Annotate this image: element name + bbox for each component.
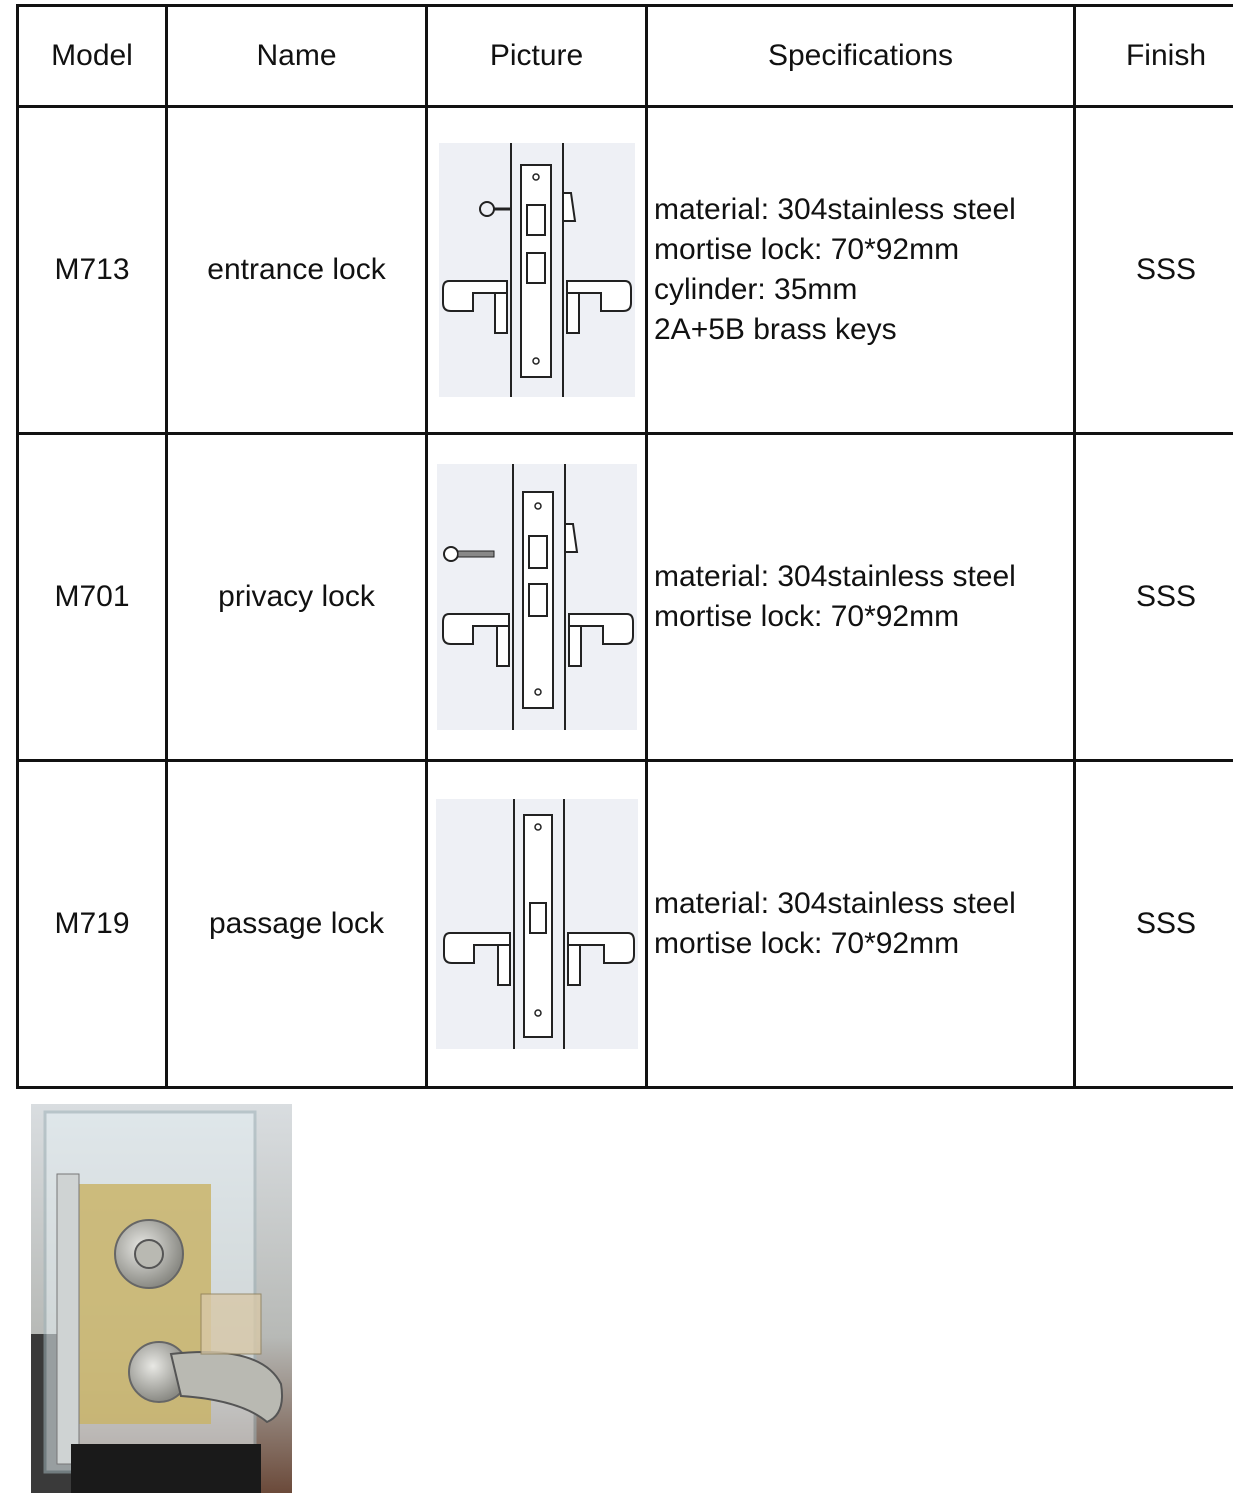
table-row: [18, 434, 1233, 761]
table-row: [18, 761, 1233, 1088]
picture-cell: [427, 761, 647, 1088]
spec-line: mortise lock: 70*92mm: [654, 927, 960, 960]
table-row: [18, 107, 1233, 434]
spec-line: material: 304stainless steel: [654, 193, 1016, 226]
spec-line: cylinder: 35mm: [654, 273, 858, 306]
header-picture: Picture: [427, 6, 647, 107]
finish-cell: SSS: [1075, 761, 1233, 1088]
specifications-cell: [647, 761, 1075, 1088]
spec-table: [16, 4, 1233, 1089]
model-cell: M719: [18, 761, 167, 1088]
spec-line: 2A+5B brass keys: [654, 313, 897, 346]
name-cell: privacy lock: [167, 434, 427, 761]
spec-line: material: 304stainless steel: [654, 887, 1016, 920]
privacy-lock-diagram-icon: [437, 464, 637, 730]
name-cell: entrance lock: [167, 107, 427, 434]
header-row: [18, 6, 1233, 107]
spec-line: mortise lock: 70*92mm: [654, 233, 960, 266]
model-cell: M713: [18, 107, 167, 434]
passage-lock-diagram-icon: [436, 799, 638, 1049]
spec-line: material: 304stainless steel: [654, 560, 1016, 593]
model-cell: M701: [18, 434, 167, 761]
spec-line: mortise lock: 70*92mm: [654, 600, 960, 633]
name-cell: passage lock: [167, 761, 427, 1088]
header-model: Model: [18, 6, 167, 107]
picture-cell: [427, 434, 647, 761]
header-specifications: Specifications: [647, 6, 1075, 107]
header-name: Name: [167, 6, 427, 107]
picture-cell: [427, 107, 647, 434]
mortise-lock-photo-icon: [31, 1104, 292, 1493]
specifications-cell: [647, 107, 1075, 434]
entrance-lock-diagram-icon: [439, 143, 635, 397]
finish-cell: SSS: [1075, 107, 1233, 434]
specifications-cell: [647, 434, 1075, 761]
finish-cell: SSS: [1075, 434, 1233, 761]
header-finish: Finish: [1075, 6, 1233, 107]
